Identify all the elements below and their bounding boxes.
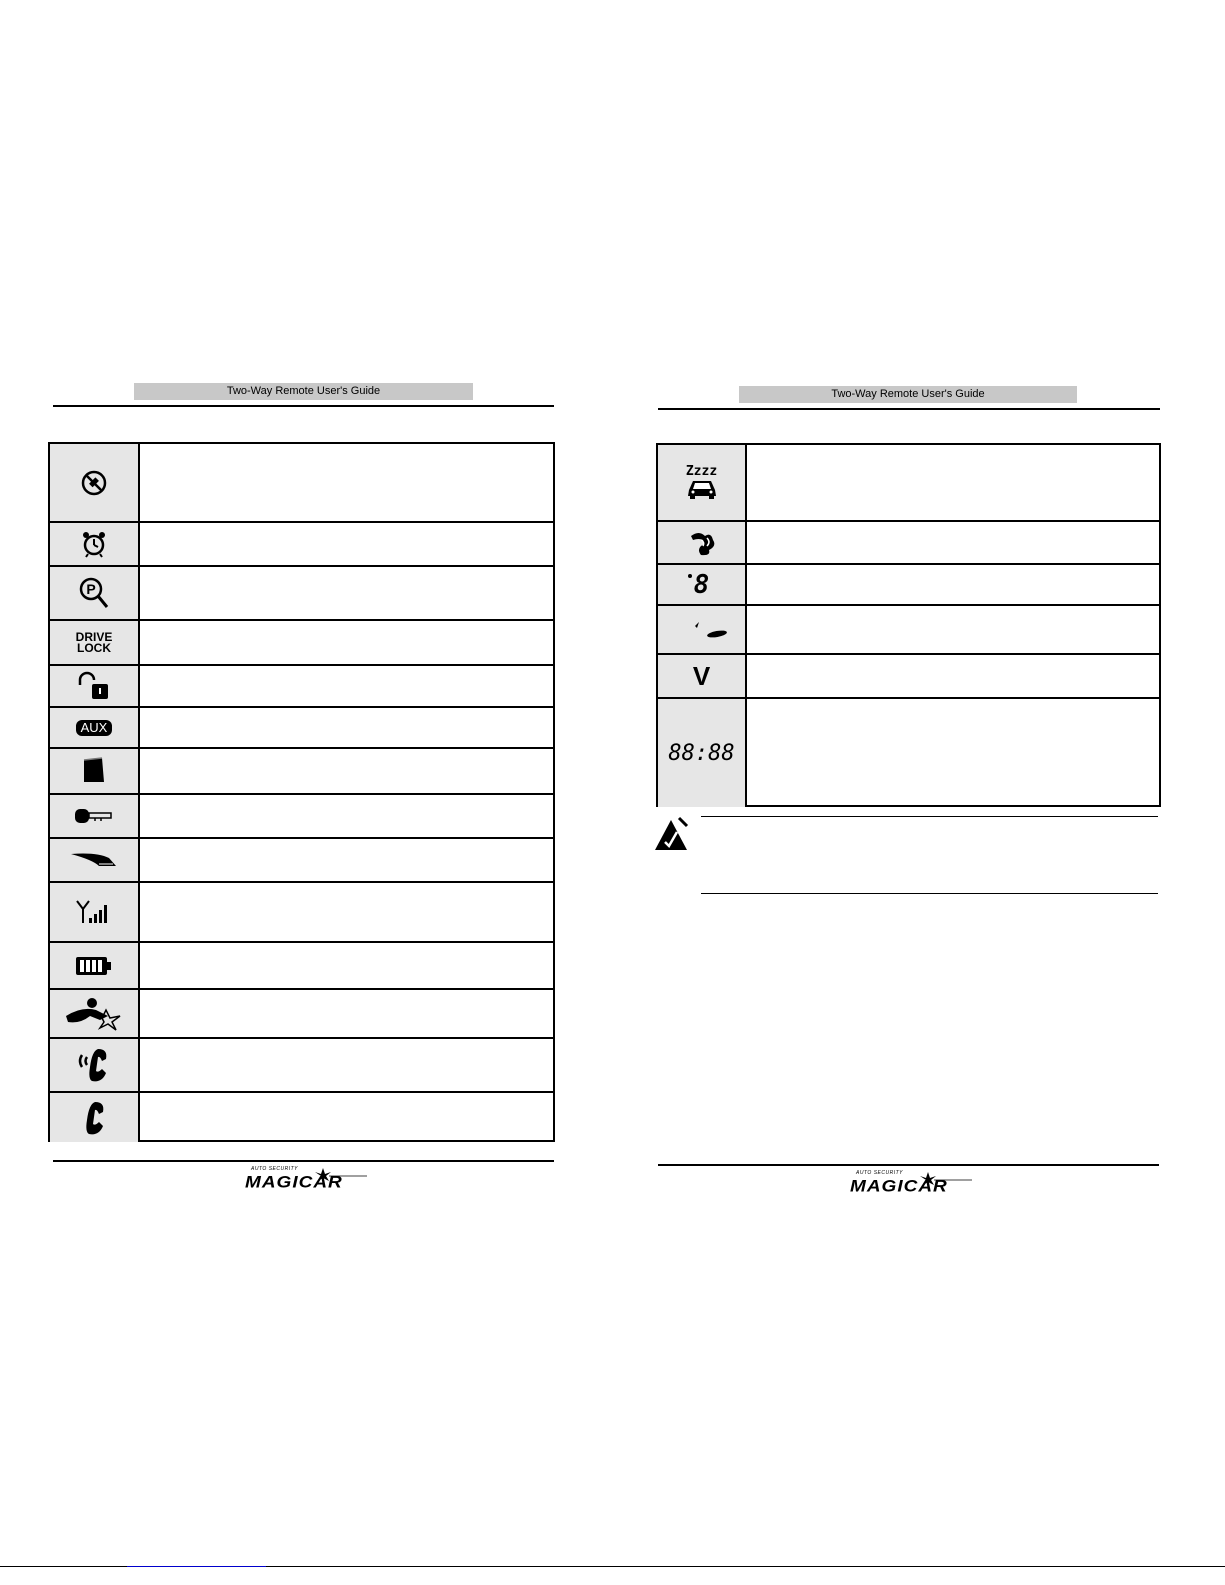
phone-icon — [79, 1100, 109, 1136]
description-cell — [747, 445, 1159, 520]
table-row — [50, 943, 553, 990]
table-row — [50, 621, 553, 666]
car-icon — [685, 478, 719, 500]
intruder-icon — [62, 996, 126, 1032]
icon-cell — [658, 606, 747, 653]
description-cell — [140, 839, 553, 881]
left-logo — [245, 1166, 375, 1196]
right-logo — [850, 1170, 980, 1200]
logo-tagline: AUTO SECURITY — [251, 1166, 298, 1172]
icon-cell — [50, 708, 140, 747]
table-row — [658, 565, 1159, 606]
svg-text:P: P — [86, 581, 96, 597]
battery-icon — [75, 955, 113, 977]
icon-cell — [658, 655, 747, 697]
signal-strength-icon — [75, 899, 113, 925]
icon-cell — [658, 565, 747, 604]
note-bottom-rule — [701, 893, 1158, 894]
description-cell — [140, 883, 553, 941]
icon-cell — [658, 522, 747, 563]
dot-icon — [688, 574, 692, 578]
description-cell — [140, 1093, 553, 1142]
table-row — [50, 839, 553, 883]
sleep-zzz-label: Zzzz — [685, 464, 718, 479]
note-top-rule — [701, 816, 1158, 817]
exhaust-icon — [687, 528, 717, 558]
icon-cell — [50, 1039, 140, 1091]
icon-cell — [50, 839, 140, 881]
logo-wordmark: MAGICAR — [245, 1173, 343, 1192]
icon-cell — [50, 795, 140, 837]
description-cell — [140, 943, 553, 988]
logo-wordmark: MAGICAR — [850, 1177, 948, 1196]
table-row — [50, 749, 553, 795]
alarm-clock-icon — [79, 529, 109, 559]
no-hammer-icon — [79, 468, 109, 498]
table-row — [50, 666, 553, 708]
left-icon-table — [48, 442, 555, 1142]
icon-cell — [658, 445, 747, 520]
description-cell — [140, 444, 553, 521]
aux-icon: AUX — [76, 720, 113, 736]
link-underline[interactable] — [127, 1566, 266, 1567]
description-cell — [747, 522, 1159, 563]
description-cell — [140, 795, 553, 837]
sleeping-car-icon — [685, 465, 719, 500]
table-row — [658, 606, 1159, 655]
unlock-padlock-icon — [76, 671, 112, 701]
table-row — [658, 522, 1159, 565]
description-cell — [140, 708, 553, 747]
icon-cell — [50, 749, 140, 793]
icon-cell — [50, 1093, 140, 1142]
door-icon — [81, 757, 107, 785]
note-triangle-icon — [653, 816, 689, 852]
description-cell — [140, 1039, 553, 1091]
right-icon-table — [656, 443, 1161, 807]
table-row — [50, 990, 553, 1039]
key-icon — [73, 806, 115, 826]
icon-cell — [50, 883, 140, 941]
description-cell — [140, 621, 553, 664]
left-header-bar: Two-Way Remote User's Guide — [134, 383, 473, 400]
logo-tagline: AUTO SECURITY — [856, 1170, 903, 1176]
table-row — [50, 444, 553, 523]
drive-lock-icon: DRIVE LOCK — [75, 629, 113, 655]
description-cell — [140, 990, 553, 1037]
icon-cell — [658, 699, 747, 807]
icon-cell — [50, 621, 140, 664]
phone-ringing-icon — [74, 1045, 114, 1085]
digit-label: 8 — [693, 569, 710, 600]
description-cell — [140, 523, 553, 565]
description-cell — [747, 699, 1159, 807]
left-footer-rule — [53, 1160, 554, 1162]
table-row — [50, 1039, 553, 1093]
description-cell — [140, 749, 553, 793]
icon-cell — [50, 666, 140, 706]
table-row — [50, 795, 553, 839]
trunk-icon — [69, 850, 119, 870]
table-row — [658, 445, 1159, 522]
clock-display-icon: 88:88 — [668, 740, 735, 766]
wipers-icon — [675, 620, 729, 640]
table-row — [50, 883, 553, 943]
description-cell — [140, 567, 553, 619]
table-row — [50, 708, 553, 749]
voltage-icon: V — [692, 660, 711, 691]
right-footer-rule — [658, 1164, 1159, 1166]
parking-search-icon — [78, 576, 110, 610]
table-row — [50, 523, 553, 567]
left-header-rule — [53, 405, 554, 407]
description-cell — [140, 666, 553, 706]
icon-cell — [50, 990, 140, 1037]
icon-cell — [50, 444, 140, 521]
table-row — [658, 699, 1159, 807]
description-cell — [747, 565, 1159, 604]
icon-cell — [50, 567, 140, 619]
table-row — [50, 1093, 553, 1142]
right-header-rule — [658, 408, 1160, 410]
icon-cell — [50, 523, 140, 565]
icon-cell — [50, 943, 140, 988]
right-header-bar: Two-Way Remote User's Guide — [739, 386, 1077, 403]
segment-digit-icon — [693, 569, 710, 600]
description-cell — [747, 655, 1159, 697]
table-row — [50, 567, 553, 621]
description-cell — [747, 606, 1159, 653]
table-row — [658, 655, 1159, 699]
